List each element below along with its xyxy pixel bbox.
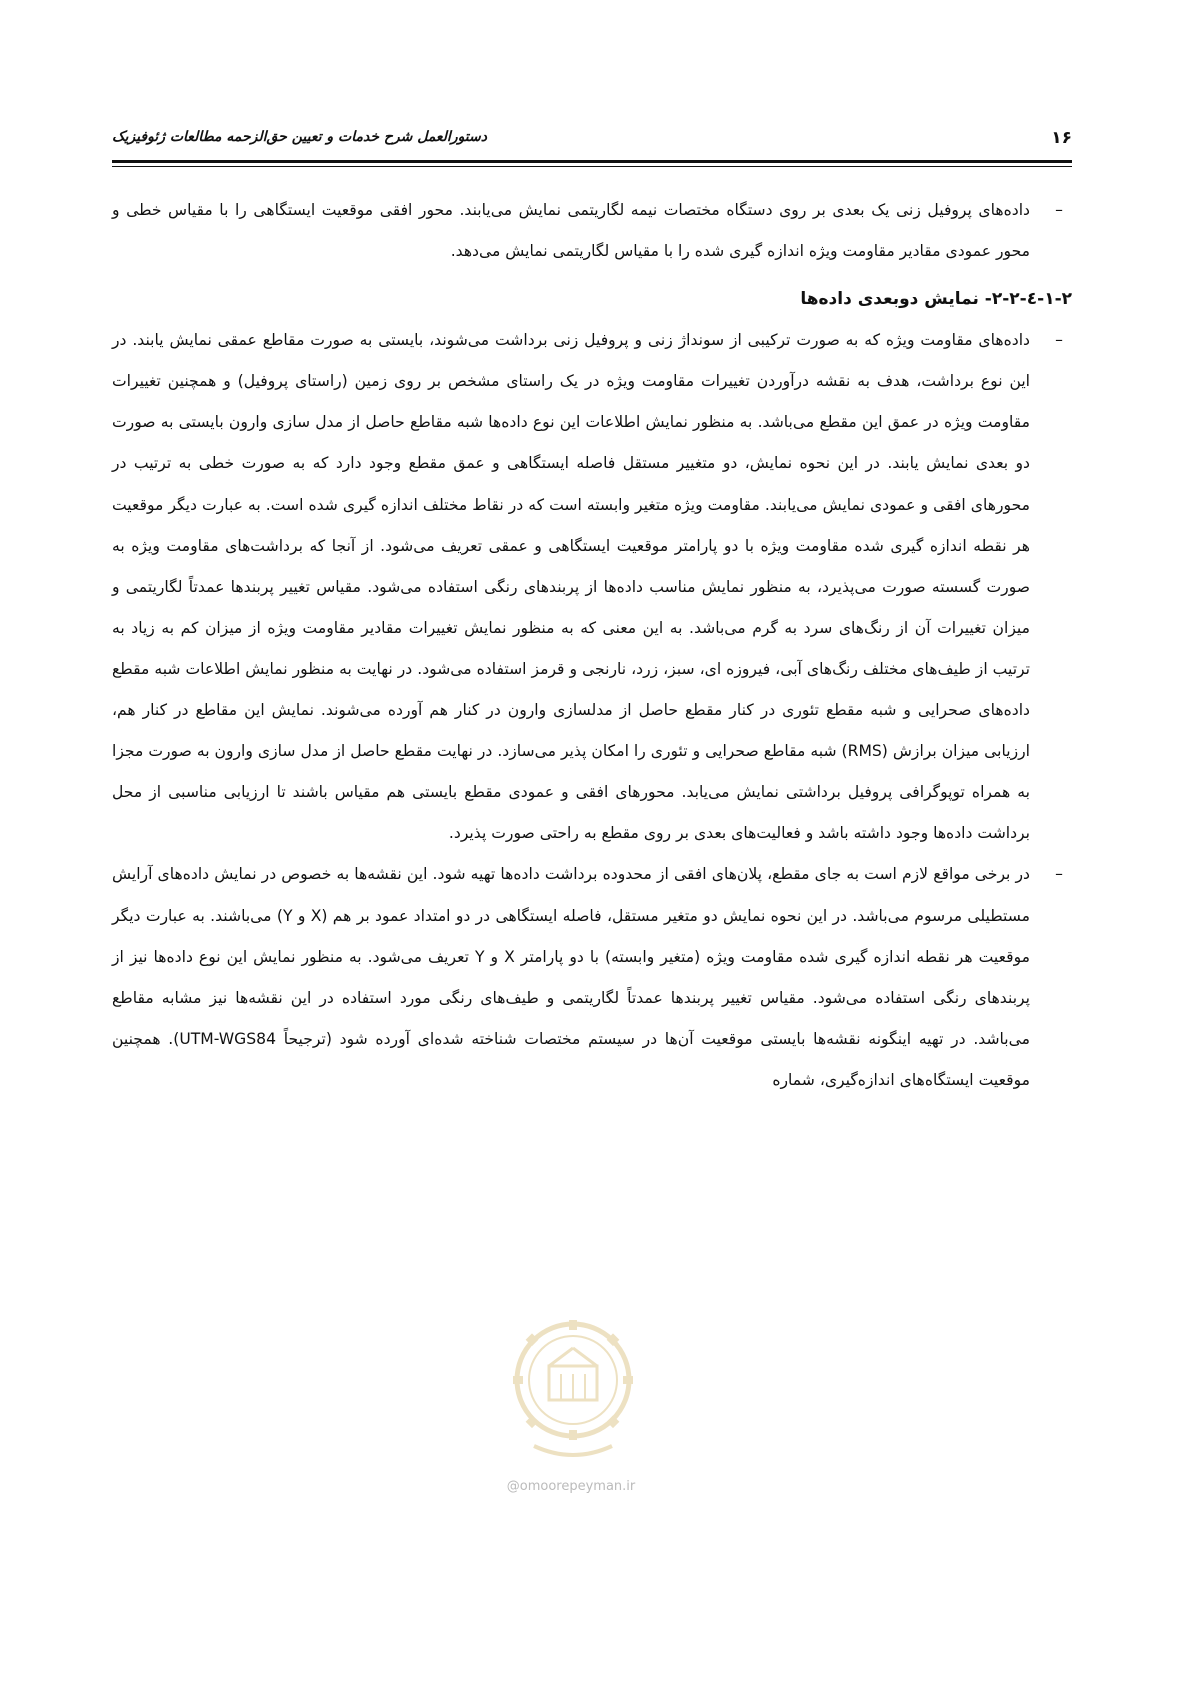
page-number: ۱۶ <box>1051 128 1072 148</box>
bullet-paragraph-1 <box>112 190 1072 272</box>
bullet-paragraph-2 <box>112 320 1072 854</box>
document-body <box>112 190 1072 1101</box>
paragraph-text: داده‌های مقاومت ویژه که به صورت ترکیبی از سونداژ زنی و پروفیل زنی برداشت می‌شوند، بایستی به صورت مقاطع عمقی نمایش یابند. در این نوع برداشت، هدف به نقشه درآوردن تغییرات مقاومت ویژه در یک راستای مشخص بر روی زمین (راستای پروفیل) و همچنین تغییرات مقاومت ویژه در عمق این مقطع می‌باشد. به منظور نمایش اطلاعات این نوع داده‌ها شبه مقاطع حاصل از مدل سازی وارون بایستی به صورت دو بعدی نمایش یابند. در این نحوه نمایش، دو متغییر مستقل فاصله ایستگاهی و عمق مقطع وجود دارد که به صورت خطی به ترتیب در محورهای افقی و عمودی نمایش می‌یابند. مقاومت ویژه متغیر وابسته است که در نقاط مختلف اندازه گیری شده است. به عبارت دیگر موقعیت هر نقطه اندازه گیری شده مقاومت ویژه با دو پارامتر موقعیت ایستگاهی و عمقی تعریف می‌شود. از آنجا که برداشت‌های مقاومت ویژه به صورت گسسته صورت می‌پذیرد، به منظور نمایش مناسب داده‌ها از پربندهای رنگی استفاده می‌شود. مقیاس تغییر پربندها عمدتاً لگاریتمی و میزان تغییرات آن از رنگ‌های سرد به گرم می‌باشد. به این معنی که به منظور نمایش تغییرات مقادیر مقاومت ویژه از میزان کم به زیاد به ترتیب از طیف‌های مختلف رنگ‌های آبی، فیروزه ای، سبز، زرد، نارنجی و قرمز استفاده می‌شود. در نهایت به منظور نمایش اطلاعات شبه مقطع داده‌های صحرایی و شبه مقطع تئوری در کنار مقطع حاصل از مدلسازی وارون در کنار هم آورده می‌شوند. نمایش این مقاطع در کنار هم، ارزیابی میزان برازش (RMS) شبه مقاطع صحرایی و تئوری را امکان پذیر می‌سازد. در نهایت مقطع حاصل از مدل سازی وارون به صورت مجزا به همراه توپوگرافی پروفیل برداشتی نمایش می‌یابد. محورهای افقی و عمودی مقطع بایستی هم مقیاس باشند تا ارزیابی مناسبی از محل برداشت داده‌ها وجود داشته باشد و فعالیت‌های بعدی بر روی مقطع به راحتی صورت پذیرد. <box>112 331 1030 843</box>
section-heading: ۱-۲-٤-۲-۲- نمایش دوبعدی داده‌ها <box>800 289 1072 310</box>
bullet-paragraph-3 <box>112 854 1072 1101</box>
paragraph-text: در برخی مواقع لازم است به جای مقطع، پلان‌های افقی از محدوده برداشت داده‌ها تهیه شود. این نقشه‌ها به خصوص در نمایش داده‌های آرایش مستطیلی مرسوم می‌باشد. در این نحوه نمایش دو متغیر مستقل، فاصله ایستگاهی در دو امتداد عمود بر هم (X و Y) می‌باشند. به عبارت دیگر موقعیت هر نقطه اندازه گیری شده مقاومت ویژه (متغیر وابسته) با دو پارامتر X و Y تعریف می‌شود. به منظور نمایش این نوع داده‌ها نیز از پربندهای رنگی استفاده می‌شود. مقیاس تغییر پربندها عمدتاً لگاریتمی و طیف‌های رنگی مورد استفاده در این نقشه‌ها نیز مشابه مقاطع می‌باشد. در تهیه اینگونه نقشه‌ها بایستی موقعیت آن‌ها در سیستم مختصات شناخته شده‌ای آورده شود (ترجیحاً UTM-WGS84). همچنین موقعیت ایستگاه‌های اندازه‌گیری، شماره <box>112 865 1030 1089</box>
bullet-dash: – <box>1055 865 1063 884</box>
header-rule <box>112 160 1072 163</box>
paragraph-text: داده‌های پروفیل زنی یک بعدی بر روی دستگاه مختصات نیمه لگاریتمی نمایش می‌یابند. محور افقی موقعیت ایستگاهی را با مقیاس خطی و محور عمودی مقادیر مقاومت ویژه اندازه گیری شده را با مقیاس لگاریتمی نمایش می‌دهد. <box>112 201 1030 261</box>
running-title: دستورالعمل شرح خدمات و تعیین حق‌الزحمه مطالعات ژئوفیزیک <box>112 129 487 145</box>
bullet-dash: – <box>1055 331 1063 350</box>
bullet-dash: – <box>1055 201 1063 219</box>
page-header <box>112 128 1072 150</box>
header-rule-thin <box>112 166 1072 167</box>
watermark-logo <box>506 1318 641 1468</box>
watermark-caption: @omoorepeyman.ir <box>506 1479 636 1494</box>
